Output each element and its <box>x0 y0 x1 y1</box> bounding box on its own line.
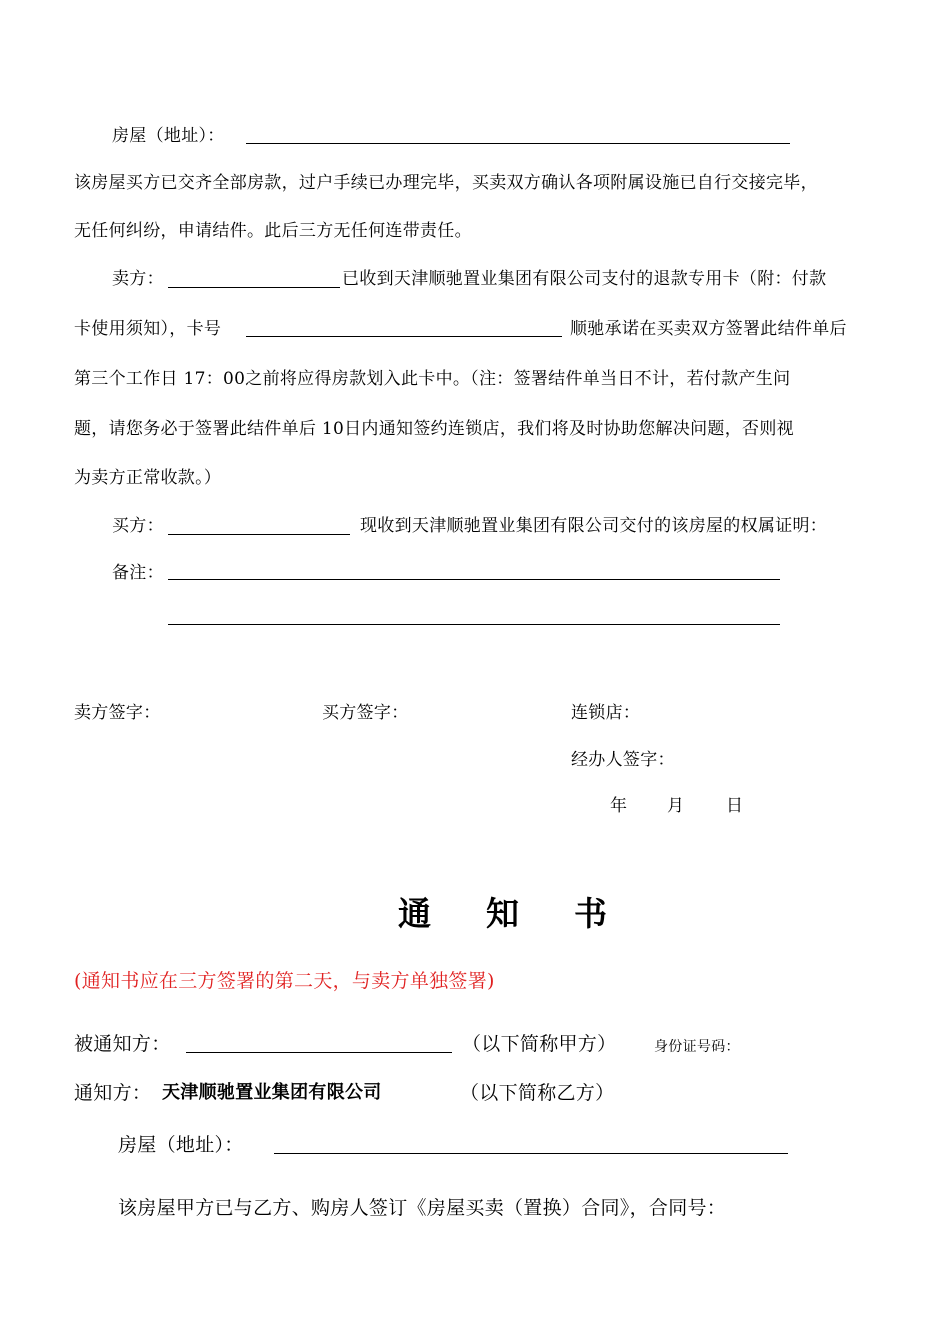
date-month: 月 <box>667 796 685 816</box>
remark-line-1[interactable] <box>168 579 780 580</box>
buyer-label: 买方： <box>112 516 164 536</box>
notified-party-label: 被通知方： <box>74 1033 171 1055</box>
contract-text: 该房屋甲方已与乙方、购房人签订《房屋买卖（置换）合同》，合同号： <box>118 1197 727 1219</box>
address-line[interactable] <box>246 143 790 144</box>
seller-name-line[interactable] <box>168 287 340 288</box>
seller-label: 卖方： <box>112 269 164 289</box>
notice-address-label: 房屋（地址）： <box>118 1134 244 1156</box>
confirm-text-line2: 无任何纠纷，申请结件。此后三方无任何连带责任。 <box>74 221 472 241</box>
seller-text-line4: 题，请您务必于签署此结件单后 10日内通知签约连锁店，我们将及时协助您解决问题，否则视 <box>74 419 794 439</box>
notifier-label: 通知方： <box>74 1082 152 1104</box>
notified-party-abbr: （以下简称甲方） <box>462 1033 617 1055</box>
notice-title: 通知书 <box>398 894 662 933</box>
notifier-name: 天津顺驰置业集团有限公司 <box>162 1082 382 1103</box>
id-number-label: 身份证号码： <box>654 1039 740 1055</box>
store-label: 连锁店： <box>571 703 641 723</box>
remark-line-2[interactable] <box>168 624 780 625</box>
confirm-text-line1: 该房屋买方已交齐全部房款，过户手续已办理完毕，买卖双方确认各项附属设施已自行交接完毕， <box>74 173 818 193</box>
seller-text-line3: 第三个工作日 17：00之前将应得房款划入此卡中。（注：签署结件单当日不计，若付款产生问 <box>74 369 791 389</box>
buyer-name-line[interactable] <box>168 534 350 535</box>
seller-signature-label: 卖方签字： <box>74 703 161 723</box>
notice-subtitle: (通知书应在三方签署的第二天，与卖方单独签署) <box>74 970 495 992</box>
notifier-abbr: （以下简称乙方） <box>460 1082 615 1104</box>
notified-party-line[interactable] <box>186 1052 452 1053</box>
card-number-line[interactable] <box>246 336 562 337</box>
seller-text-line2b: 顺驰承诺在买卖双方签署此结件单后 <box>570 319 847 339</box>
notice-address-line[interactable] <box>274 1153 788 1154</box>
remark-label: 备注： <box>112 563 164 583</box>
date-year: 年 <box>610 796 628 816</box>
seller-text-line5: 为卖方正常收款。） <box>74 468 222 488</box>
date-day: 日 <box>726 796 744 816</box>
handler-signature-label: 经办人签字： <box>571 750 675 770</box>
buyer-signature-label: 买方签字： <box>322 703 409 723</box>
seller-text-line2a: 卡使用须知），卡号 <box>74 319 222 339</box>
address-label: 房屋（地址）： <box>112 126 225 146</box>
seller-text-line1: 已收到天津顺驰置业集团有限公司支付的退款专用卡（附：付款 <box>342 269 827 289</box>
buyer-text: 现收到天津顺驰置业集团有限公司交付的该房屋的权属证明： <box>360 516 828 536</box>
